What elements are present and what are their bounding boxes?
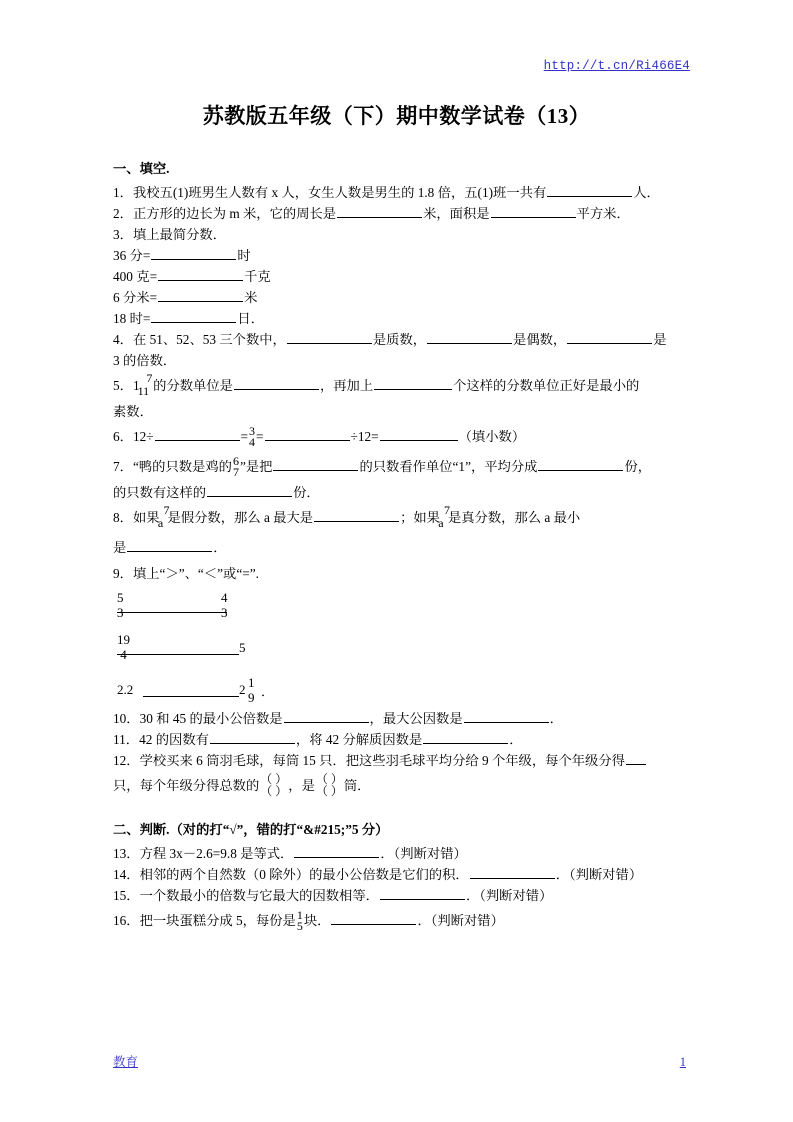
source-url-link[interactable]: http://t.cn/Ri466E4 <box>543 59 690 73</box>
question-11 <box>113 729 686 750</box>
blank-q15-1[interactable] <box>380 886 465 900</box>
question-13-text-a: 13．方程 3x－2.6=9.8 是等式． <box>113 846 294 861</box>
question-2-text-c: 平方米． <box>576 206 630 221</box>
question-2-text-b: 米，面积是 <box>423 206 490 221</box>
question-5-text-d: 个这样的分数单位正好是最小的 <box>453 378 640 393</box>
q3-line3-left: 6 分米= <box>113 290 158 305</box>
blank-q2-2[interactable] <box>491 204 576 218</box>
q9r2-left-fraction <box>117 632 130 662</box>
question-10 <box>113 708 686 729</box>
question-14-text-b: ．（判断对错） <box>555 867 643 882</box>
question-3 <box>113 224 686 245</box>
question-7-text-f: 份． <box>293 485 320 500</box>
q9r3-left-value: 2.2 <box>117 682 134 697</box>
question-3-text-a: 3．填上最简分数． <box>113 227 227 242</box>
question-7 <box>113 452 686 482</box>
q9r1-right-num: 4 <box>221 590 228 605</box>
question-11-text-c: ． <box>509 732 523 747</box>
q9r3-right-fraction <box>248 675 255 705</box>
question-4-cont <box>113 350 686 371</box>
blank-q6-2[interactable] <box>265 427 350 441</box>
question-8-text-d: 是真分数，那么 a 最小 <box>447 510 581 525</box>
question-9-row-3 <box>113 672 686 708</box>
q6-equals-1: = <box>240 429 249 444</box>
question-4-text-e: 3 的倍数． <box>113 353 177 368</box>
q5-numerator: 7 <box>146 371 153 386</box>
q9r1-left-fraction <box>117 590 124 620</box>
q3-line2-right: 千克 <box>244 269 271 284</box>
blank-q9-3[interactable] <box>143 696 239 697</box>
question-6-text-c: （填小数） <box>458 429 526 444</box>
q7-denominator: 7 <box>232 465 239 480</box>
q9r3-right-den: 9 <box>248 690 255 705</box>
blank-q11-2[interactable] <box>423 730 508 744</box>
q9r3-right-whole: 2 <box>239 682 246 697</box>
q12-blank-fraction-1-den: （ ） <box>260 784 288 799</box>
blank-q6-1[interactable] <box>155 427 240 441</box>
question-8-text-f: ． <box>213 540 227 555</box>
q9r1-right-fraction <box>221 590 228 620</box>
question-6 <box>113 422 686 452</box>
blank-q14-1[interactable] <box>470 865 555 879</box>
question-8-text-a: 8．如果 <box>113 510 160 525</box>
question-3-line-1 <box>113 245 686 266</box>
blank-q16-1[interactable] <box>331 911 416 925</box>
q6-numerator: 3 <box>249 424 256 439</box>
q12-blank-fraction-1[interactable] <box>260 773 287 797</box>
q8-denominator-1: a <box>157 516 164 531</box>
q3-line3-right: 米 <box>244 290 258 305</box>
question-4-text-a: 4．在 51、52、53 三个数中， <box>113 332 286 347</box>
q3-line4-left: 18 时= <box>113 311 151 326</box>
blank-q4-1[interactable] <box>287 330 372 344</box>
source-url-row <box>544 56 690 74</box>
question-5-cont <box>113 401 686 422</box>
question-12-text-c: ，是 <box>288 778 315 793</box>
q8-numerator-2: 7 <box>443 503 450 518</box>
question-7-cont <box>113 482 686 503</box>
question-1-text-b: 人． <box>633 185 660 200</box>
question-7-text-e: 的只数有这样的 <box>113 485 207 500</box>
q8-fraction-1 <box>157 503 170 531</box>
q16-numerator: 1 <box>296 908 303 923</box>
q3-line1-left: 36 分= <box>113 248 151 263</box>
question-6-text-b: ÷12= <box>350 429 379 444</box>
question-8-text-e: 是 <box>113 540 127 555</box>
question-8-cont <box>113 533 686 563</box>
q9r3-tail: ． <box>261 684 275 699</box>
blank-q3-4[interactable] <box>151 309 236 323</box>
q7-numerator: 6 <box>232 454 239 469</box>
question-10-text-c: ． <box>549 711 563 726</box>
q9r2-left-num: 19 <box>117 632 130 647</box>
question-15-text-b: ．（判断对错） <box>465 888 553 903</box>
question-3-line-2 <box>113 266 686 287</box>
question-9-row-2 <box>113 628 686 672</box>
question-16-text-b: 块． <box>303 913 331 928</box>
question-2-text-a: 2．正方形的边长为 m 米，它的周长是 <box>113 206 337 221</box>
blank-q9-1[interactable] <box>117 612 227 613</box>
question-15 <box>113 885 686 906</box>
q7-fraction <box>233 456 239 478</box>
question-12-text-b: 只，每个年级分得总数的 <box>113 778 260 793</box>
question-9-text-a: 9．填上“＞”、“＜”或“=”. <box>113 566 259 581</box>
question-7-text-d: 份， <box>624 459 652 474</box>
question-8 <box>113 503 686 533</box>
q16-fraction <box>297 910 303 932</box>
q6-denominator: 4 <box>249 435 256 450</box>
blank-q3-1[interactable] <box>151 246 236 260</box>
footer-link[interactable]: 教育 <box>113 1055 139 1069</box>
question-12-text-a: 12．学校买来 6 筒羽毛球，每筒 15 只．把这些羽毛球平均分给 9 个年级，每个年级分得 <box>113 753 625 768</box>
q9r1-left-den: 3 <box>117 605 124 620</box>
question-9 <box>113 563 686 584</box>
blank-q13-1[interactable] <box>294 844 379 858</box>
question-14-text-a: 14．相邻的两个自然数（0 除外）的最小公倍数是它们的积． <box>113 867 469 882</box>
question-8-text-b: 是假分数，那么 a 最大是 <box>167 510 314 525</box>
question-7-text-b: ”是把 <box>239 459 273 474</box>
question-4-text-d: 是 <box>653 332 667 347</box>
question-8-text-c: ；如果 <box>400 510 440 525</box>
blank-q1-1[interactable] <box>547 183 632 197</box>
question-1-text-a: 1．我校五(1)班男生人数有 x 人，女生人数是男生的 1.8 倍，五(1)班一共有 <box>113 185 547 200</box>
question-10-text-a: 10．30 和 45 的最小公倍数是 <box>113 711 283 726</box>
q9r2-right-value: 5 <box>239 640 246 655</box>
question-1 <box>113 182 686 203</box>
question-6-text-a: 6．12÷ <box>113 429 154 444</box>
question-9-row-1 <box>113 584 686 628</box>
blank-q3-2[interactable] <box>158 267 243 281</box>
question-5-text-e: 素数． <box>113 404 153 419</box>
page-title: 苏教版五年级（下）期中数学试卷（13） <box>202 104 591 128</box>
q5-whole: 1 <box>132 378 140 393</box>
question-2 <box>113 203 686 224</box>
question-12 <box>113 750 686 771</box>
blank-q7-3[interactable] <box>207 483 292 497</box>
question-12-cont <box>113 771 686 801</box>
blank-q7-2[interactable] <box>538 457 623 471</box>
question-11-text-b: ，将 42 分解质因数是 <box>295 732 423 747</box>
blank-q2-1[interactable] <box>337 204 422 218</box>
blank-q11-1[interactable] <box>210 730 295 744</box>
question-16-text-a: 16．把一块蛋糕分成 5，每份是 <box>113 913 296 928</box>
q5-fraction <box>137 371 153 399</box>
question-10-text-b: ，最大公因数是 <box>369 711 463 726</box>
page-footer <box>113 1052 686 1070</box>
q8-denominator-2: a <box>438 516 444 531</box>
exam-body <box>113 158 686 936</box>
blank-q7-1[interactable] <box>273 457 358 471</box>
blank-q5-2[interactable] <box>374 376 452 390</box>
blank-q3-3[interactable] <box>158 288 243 302</box>
blank-q6-3[interactable] <box>380 427 458 441</box>
blank-q4-2[interactable] <box>427 330 512 344</box>
blank-q8-1[interactable] <box>314 508 399 522</box>
q12-blank-fraction-2-num: （ ） <box>315 772 343 787</box>
q8-fraction-2 <box>438 503 450 531</box>
blank-q12-1[interactable] <box>626 751 646 765</box>
question-4 <box>113 329 686 350</box>
q3-line2-left: 400 克= <box>113 269 158 284</box>
blank-q4-3[interactable] <box>567 330 652 344</box>
question-7-text-c: 的只数看作单位“1”，平均分成 <box>359 459 538 474</box>
question-5-text-b: 的分数单位是 <box>153 378 233 393</box>
question-3-line-3 <box>113 287 686 308</box>
question-16-text-c: ．（判断对错） <box>417 913 504 928</box>
question-3-line-4 <box>113 308 686 329</box>
question-4-text-c: 是偶数， <box>513 332 567 347</box>
question-7-text-a: 7．“鸭的只数是鸡的 <box>113 459 232 474</box>
question-5-text-c: ，再加上 <box>319 378 374 393</box>
q6-equals-2: = <box>256 429 264 444</box>
q9r3-right-num: 1 <box>248 675 255 690</box>
question-13-text-b: ．（判断对错） <box>380 846 467 861</box>
blank-q5-1[interactable] <box>234 376 319 390</box>
footer-page-number: 1 <box>679 1055 686 1069</box>
question-5-text-a: 5． <box>113 378 133 393</box>
question-15-text-a: 15．一个数最小的倍数与它最大的因数相等． <box>113 888 379 903</box>
q12-blank-fraction-2[interactable] <box>316 773 343 797</box>
blank-q10-1[interactable] <box>284 709 369 723</box>
question-11-text-a: 11．42 的因数有 <box>113 732 209 747</box>
blank-q10-2[interactable] <box>464 709 549 723</box>
q3-line4-right: 日． <box>237 311 265 326</box>
q12-blank-fraction-1-num: （ ） <box>260 772 288 787</box>
question-13 <box>113 843 686 864</box>
q12-blank-fraction-2-den: （ ） <box>315 784 343 799</box>
q16-denominator: 5 <box>296 919 303 934</box>
q6-fraction <box>249 426 255 448</box>
question-5 <box>113 371 686 401</box>
q5-denominator: 11 <box>137 384 150 399</box>
q8-numerator-1: 7 <box>163 503 170 518</box>
q9r1-right-den: 3 <box>221 605 228 620</box>
question-16 <box>113 906 686 936</box>
blank-q8-2[interactable] <box>127 538 212 552</box>
question-4-text-b: 是质数， <box>372 332 427 347</box>
question-12-text-d: 筒． <box>343 778 371 793</box>
q3-line1-right: 时 <box>237 248 251 263</box>
section-heading-true-false: 二、判断.（对的打“√”，错的打“&#215;”5 分） <box>113 822 389 837</box>
section-heading-fill-in: 一、填空. <box>113 161 170 176</box>
q9r1-left-num: 5 <box>117 590 124 605</box>
q9r2-left-den: 4 <box>120 647 127 662</box>
blank-q9-2[interactable] <box>117 654 239 655</box>
question-14 <box>113 864 686 885</box>
